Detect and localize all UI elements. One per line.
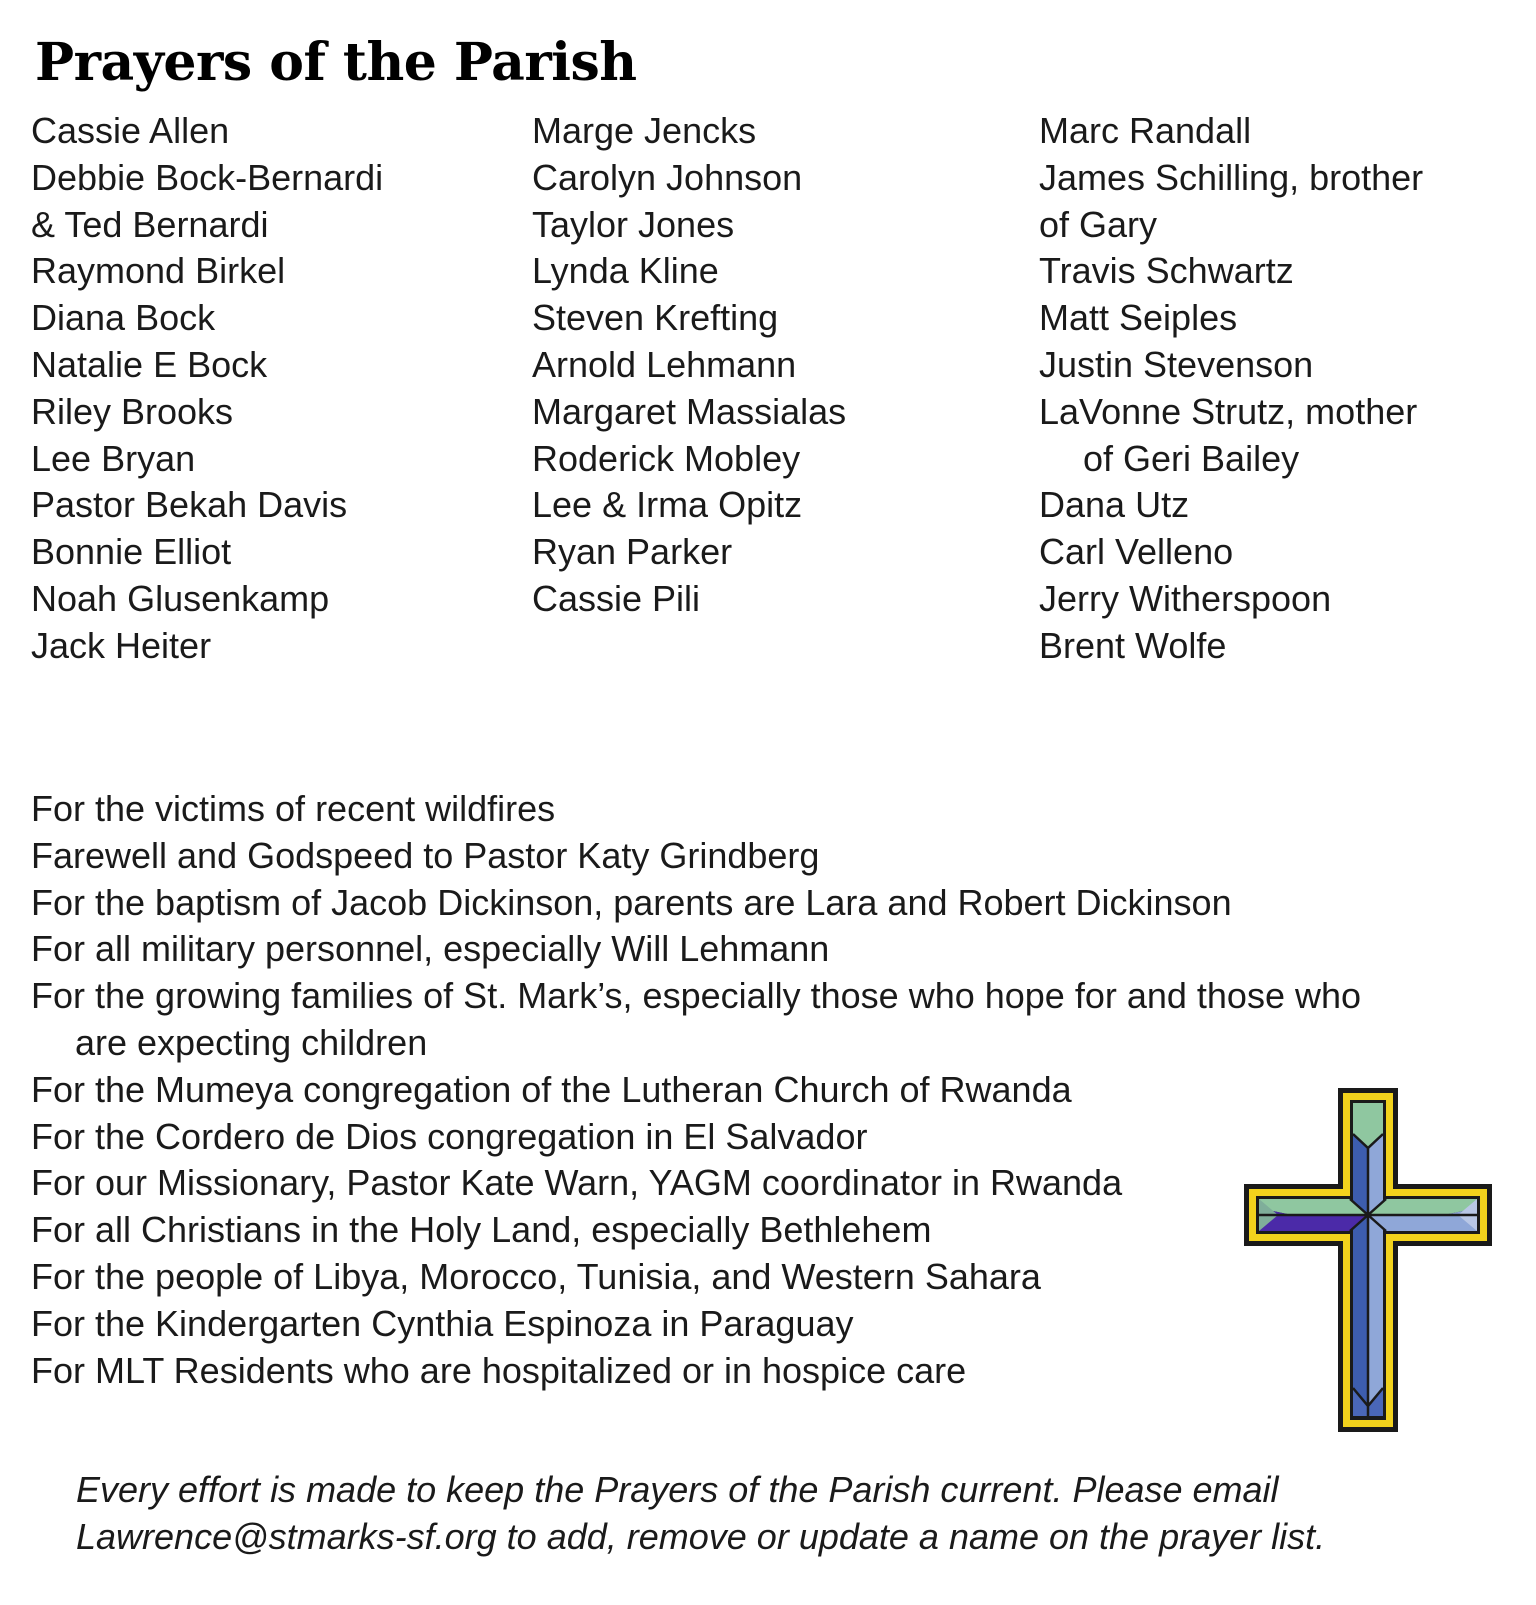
prayer-name: Cassie Pili	[532, 577, 701, 619]
prayer-intention: For our Missionary, Pastor Kate Warn, YAGM coordinator in Rwanda	[31, 1162, 1123, 1204]
prayer-name: LaVonne Strutz, mother	[1039, 390, 1418, 432]
prayer-name: Debbie Bock-Bernardi	[31, 156, 384, 198]
prayer-intention: For the Cordero de Dios congregation in El Salvador	[31, 1115, 868, 1157]
prayer-name: Diana Bock	[31, 297, 216, 339]
prayer-name: Marc Randall	[1039, 110, 1252, 151]
prayer-intention: For MLT Residents who are hospitalized or in hospice care	[31, 1349, 967, 1391]
prayer-intention: For the baptism of Jacob Dickinson, parents are Lara and Robert Dickinson	[31, 881, 1232, 923]
prayer-name: Bonnie Elliot	[31, 531, 232, 573]
prayer-name: Jack Heiter	[31, 624, 212, 666]
prayer-name: Matt Seiples	[1039, 297, 1238, 339]
prayer-name: Ryan Parker	[532, 531, 733, 573]
prayer-intention-continuation: are expecting children	[75, 1021, 428, 1063]
prayer-intention: For all military personnel, especially Will Lehmann	[31, 928, 830, 970]
prayer-name: Cassie Allen	[31, 110, 230, 151]
prayer-name: Travis Schwartz	[1039, 250, 1294, 292]
prayer-name: Marge Jencks	[532, 110, 757, 151]
prayer-intention: For the Kindergarten Cynthia Espinoza in Paraguay	[31, 1302, 854, 1344]
prayer-name: Lee & Irma Opitz	[532, 484, 803, 526]
prayer-name: Arnold Lehmann	[532, 343, 797, 385]
prayer-name-continuation: of Geri Bailey	[1083, 437, 1300, 479]
prayer-name: Riley Brooks	[31, 390, 234, 432]
prayer-name: Carolyn Johnson	[532, 156, 803, 198]
prayer-name: Lee Bryan	[31, 437, 196, 479]
prayer-intention: For the victims of recent wildfires	[31, 788, 556, 829]
prayer-name: Brent Wolfe	[1039, 624, 1227, 666]
page-title: Prayers of the Parish	[35, 32, 637, 93]
names-column-1	[31, 108, 383, 670]
prayer-name: Lynda Kline	[532, 250, 719, 292]
prayer-intentions	[31, 786, 1361, 1394]
names-column-2	[532, 108, 846, 623]
prayer-intention: For all Christians in the Holy Land, especially Bethlehem	[31, 1209, 932, 1251]
prayer-name: & Ted Bernardi	[31, 203, 269, 245]
prayer-name: Margaret Massialas	[532, 390, 847, 432]
stained-glass-cross-icon	[1244, 1088, 1492, 1432]
prayer-name: Noah Glusenkamp	[31, 577, 330, 619]
prayer-intention: For the Mumeya congregation of the Lutheran Church of Rwanda	[31, 1068, 1072, 1110]
prayer-name: Pastor Bekah Davis	[31, 484, 348, 526]
footer-line: Every effort is made to keep the Prayers of the Parish current. Please email	[76, 1469, 1279, 1510]
footer-line: Lawrence@stmarks-sf.org to add, remove or update a name on the prayer list.	[76, 1515, 1326, 1557]
prayer-name: Justin Stevenson	[1039, 343, 1314, 385]
names-column-3	[1039, 108, 1423, 670]
prayer-name: Raymond Birkel	[31, 250, 286, 292]
footer-note	[76, 1467, 1325, 1561]
prayer-name: of Gary	[1039, 203, 1158, 245]
prayer-name: James Schilling, brother	[1039, 156, 1424, 198]
prayer-intention: For the people of Libya, Morocco, Tunisia, and Western Sahara	[31, 1255, 1041, 1297]
prayer-name: Steven Krefting	[532, 297, 779, 339]
prayer-name: Natalie E Bock	[31, 343, 268, 385]
prayer-name: Taylor Jones	[532, 203, 735, 245]
prayer-name: Jerry Witherspoon	[1039, 577, 1332, 619]
prayer-name: Carl Velleno	[1039, 531, 1234, 573]
prayer-intention: For the growing families of St. Mark’s, especially those who hope for and those who	[31, 975, 1362, 1017]
prayer-name: Roderick Mobley	[532, 437, 801, 479]
prayer-intention: Farewell and Godspeed to Pastor Katy Grindberg	[31, 834, 820, 876]
prayer-name: Dana Utz	[1039, 484, 1190, 526]
